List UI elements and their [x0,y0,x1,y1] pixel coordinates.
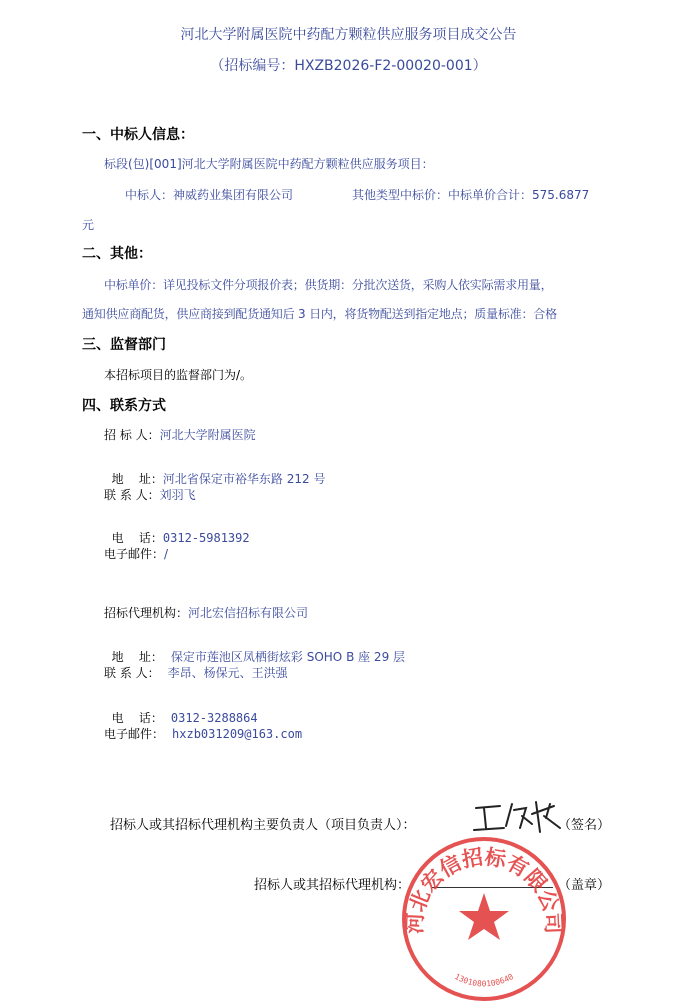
tenderer-name: 河北大学附属医院 [159,428,256,442]
official-seal [398,833,570,1005]
lot-line: 标段(包)[001]河北大学附属医院中药配方颗粒供应服务项目： [104,157,434,171]
other-line-2: 通知供应商配货，供应商接到配货通知后 3 日内，将货物配送到指定地点；质量标准：合格 [82,307,557,321]
agency-name-row [104,604,308,621]
agency-address-row [104,634,405,665]
page-title: 河北大学附属医院中药配方颗粒供应服务项目成交公告 [180,27,517,43]
handwritten-signature [470,798,570,838]
section2-heading: 二、其他： [82,246,152,262]
other-line-1: 中标单价：详见投标文件分项报价表；供货期：分批次送货，采购人依实际需求用量， [104,278,553,292]
agency-name: 河北宏信招标有限公司 [188,606,309,620]
section3-heading: 三、监督部门 [82,337,166,353]
tenderer-phone-row [104,515,250,546]
tenderer-contact-row [104,486,196,503]
winner-row [125,186,293,203]
agency-email[interactable]: hxzb031209@163.com [172,727,303,741]
agency-contact: 李昂、杨保元、王洪强 [167,666,288,680]
tender-number: （招标编号：HXZB2026-F2-00020-001） [210,58,487,74]
signature-label: 招标人或其招标代理机构主要负责人（项目负责人）： [110,818,416,833]
agency-address-label: 地 址： [111,650,163,664]
agency-address: 保定市莲池区凤栖街炫彩 SOHO B 座 29 层 [170,650,406,664]
price-label: 其他类型中标价： [352,188,449,202]
tenderer-name-row [104,426,256,443]
agency-contact-row [104,664,288,681]
agency-email-label: 电子邮件： [104,727,165,741]
supervision-text: 本招标项目的监督部门为/。 [104,368,253,382]
signature-suffix: （签名） [558,818,611,833]
agency-email-row [104,725,302,742]
tenderer-email[interactable]: / [164,547,169,561]
tenderer-phone: 0312-5981392 [162,531,250,545]
tenderer-name-label: 招 标 人： [104,428,160,442]
price-value: 中标单价合计：575.6877 [448,188,590,202]
seal-suffix: （盖章） [558,878,611,893]
price-unit: 元 [82,218,95,232]
tenderer-contact-label: 联 系 人： [104,488,160,502]
tenderer-address: 河北省保定市裕华东路 212 号 [162,472,326,486]
seal-label: 招标人或其招标代理机构： [254,878,411,893]
tenderer-email-label: 电子邮件： [104,547,165,561]
agency-phone-label: 电 话： [111,711,163,725]
svg-text:1301080100640: 1301080100640 [453,972,515,989]
winner-name: 神威药业集团有限公司 [173,188,294,202]
tenderer-email-row [104,545,168,562]
svg-text:河北宏信招标有限公司: 河北宏信招标有限公司 [402,844,566,935]
agency-contact-label: 联 系 人： [104,666,160,680]
agency-phone: 0312-3288864 [170,711,258,725]
agency-name-label: 招标代理机构： [104,606,189,620]
tenderer-phone-label: 电 话： [111,531,163,545]
tenderer-address-row [104,456,325,487]
section1-heading: 一、中标人信息： [82,127,194,143]
winner-label: 中标人： [125,188,174,202]
section4-heading: 四、联系方式 [82,398,166,414]
agency-phone-row [104,695,258,726]
tenderer-address-label: 地 址： [111,472,163,486]
price-row [352,186,589,203]
tenderer-contact: 刘羽飞 [159,488,196,502]
